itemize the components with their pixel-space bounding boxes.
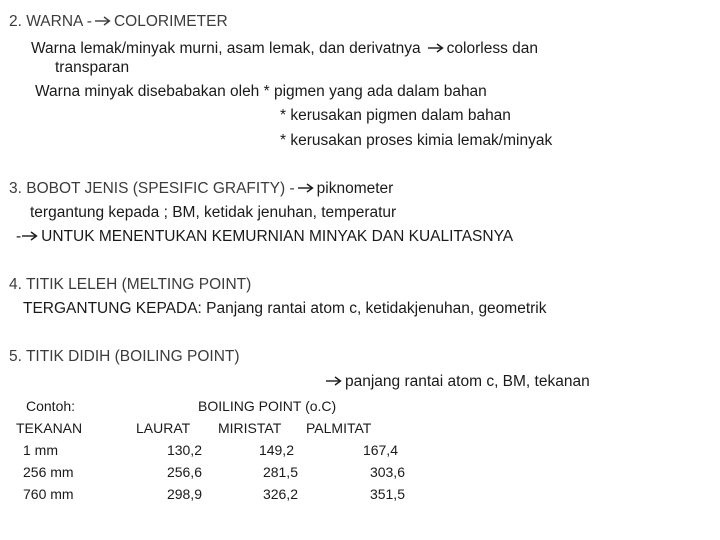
section-3-line-1: tergantung kepada ; BM, ketidak jenuhan, temperatur (30, 204, 397, 221)
table-cell-palmitat: 351,5 (369, 486, 405, 502)
arrow-right-icon (428, 43, 444, 53)
table-contoh-label: Contoh: (26, 398, 76, 414)
section-5-line-1 (326, 373, 590, 391)
table-cell-miristat: 326,2 (262, 486, 298, 502)
table-cell-palmitat: 303,6 (369, 464, 405, 480)
table-cell-pressure: 1 mm (23, 442, 58, 458)
table-cell-pressure: 256 mm (23, 464, 74, 480)
section-2-line-1-text: Warna lemak/minyak murni, asam lemak, dan derivatnya (31, 40, 421, 57)
arrow-right-icon (326, 376, 342, 386)
section-2-heading-method: COLORIMETER (113, 13, 228, 30)
section-2-line-1 (31, 40, 538, 58)
table-cell-miristat: 149,2 (258, 442, 294, 458)
table-cell-laurat: 298,9 (166, 486, 202, 502)
arrow-right-icon (95, 16, 111, 26)
section-2-line-4: * kerusakan pigmen dalam bahan (280, 107, 511, 124)
table-cell-palmitat: 167,4 (362, 442, 398, 458)
section-2-line-1-result: colorless dan (446, 40, 538, 57)
section-3-line-2-text: UNTUK MENENTUKAN KEMURNIAN MINYAK DAN KUALITASNYA (41, 228, 514, 245)
section-5-line-1-text: panjang rantai atom c, BM, tekanan (345, 373, 590, 390)
section-5-heading: 5. TITIK DIDIH (BOILING POINT) (9, 348, 240, 365)
section-3-line-2-prefix: - (16, 228, 22, 245)
table-pressure-header: TEKANAN (16, 420, 83, 436)
section-2-heading (9, 13, 228, 31)
section-4-line-1: TERGANTUNG KEPADA: Panjang rantai atom c, ketidakjenuhan, geometrik (23, 300, 547, 317)
table-boiling-point-header: BOILING POINT (o.C) (198, 398, 337, 414)
section-3-heading-prefix: 3. BOBOT JENIS (SPESIFIC GRAFITY) - (9, 180, 295, 197)
section-4-heading: 4. TITIK LELEH (MELTING POINT) (9, 276, 252, 293)
section-3-heading (9, 180, 393, 198)
table-cell-miristat: 281,5 (262, 464, 298, 480)
table-cell-laurat: 130,2 (166, 442, 202, 458)
section-3-heading-method: piknometer (316, 180, 394, 197)
table-column-palmitat: PALMITAT (306, 420, 372, 436)
section-3-line-2 (16, 228, 513, 246)
table-cell-laurat: 256,6 (166, 464, 202, 480)
section-2-line-2: transparan (55, 59, 130, 76)
section-2-line-3: Warna minyak disebabakan oleh * pigmen yang ada dalam bahan (35, 83, 487, 100)
section-2-line-5: * kerusakan proses kimia lemak/minyak (280, 132, 553, 149)
table-column-miristat: MIRISTAT (218, 420, 282, 436)
arrow-right-icon (298, 183, 314, 193)
table-cell-pressure: 760 mm (23, 486, 74, 502)
section-2-heading-prefix: 2. WARNA - (9, 13, 92, 30)
arrow-right-icon (22, 231, 38, 241)
table-column-laurat: LAURAT (136, 420, 191, 436)
